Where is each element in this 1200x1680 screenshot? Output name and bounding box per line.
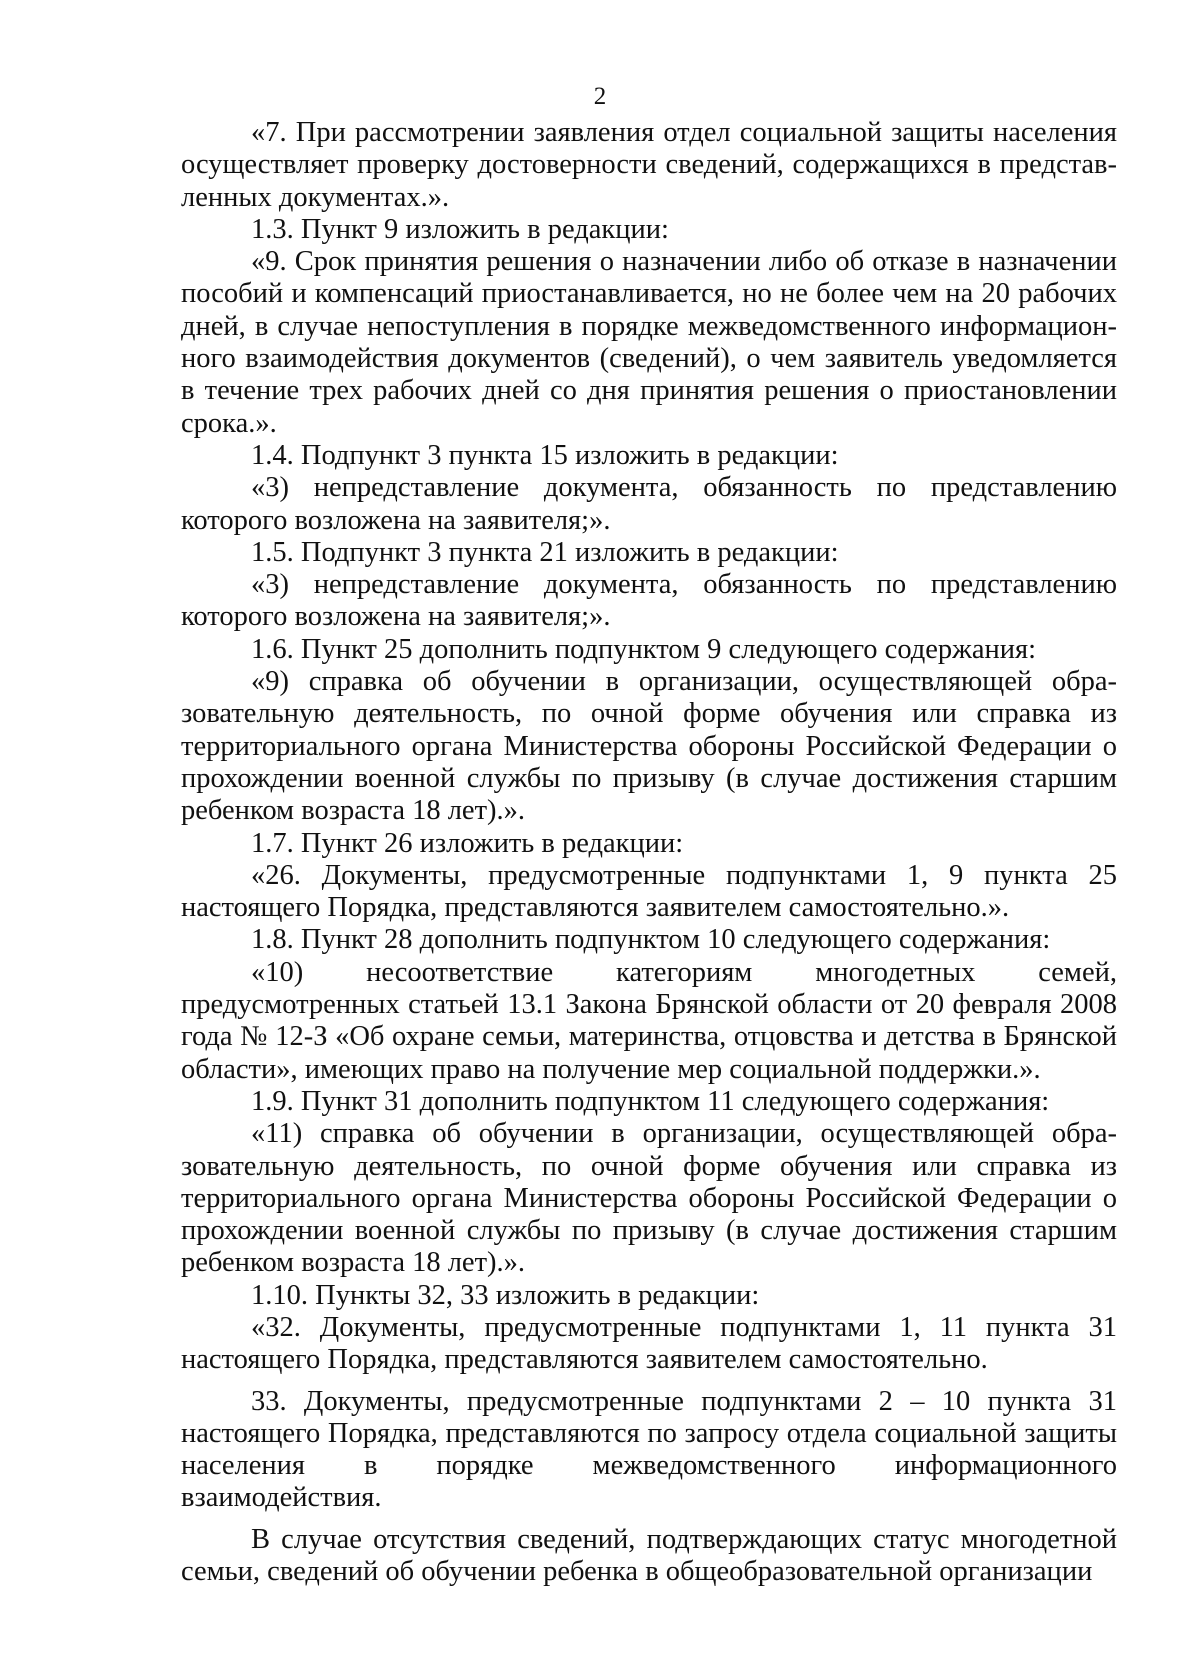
paragraph-quote-subitem-3-of-15: «3) непредставление документа, обязанность по представлению которого возложена на заявителя;».: [181, 472, 1117, 536]
paragraph-amendment-1-4: 1.4. Подпункт 3 пункта 15 изложить в редакции:: [251, 439, 839, 471]
paragraph-amendment-1-3: 1.3. Пункт 9 изложить в редакции:: [251, 213, 669, 245]
paragraph-amendment-1-5: 1.5. Подпункт 3 пункта 21 изложить в редакции:: [251, 536, 839, 568]
paragraph-quote-item-32: «32. Документы, предусмотренные подпунктами 1, 11 пункта 31 настоящего Порядка, представляются заявителем самостоятельно.: [181, 1311, 1117, 1376]
paragraph-amendment-1-9: 1.9. Пункт 31 дополнить подпунктом 11 следующего содержания:: [251, 1085, 1050, 1117]
paragraph-quote-item-7: «7. При рассмотрении заявления отдел социальной защиты населения осуществляет проверку достоверности сведений, содержащихся в представленных документах.».: [181, 117, 1117, 213]
paragraph-quote-subitem-10: «10) несоответствие категориям многодетных семей, предусмотренных статьей 13.1 Закона Брянской области от 20 февраля 2008 года № 12-З «Об охране семьи, материнства, отцовства и детства в Брянской области», имеющих право на получение мер социальной поддержки.».: [181, 956, 1117, 1085]
paragraph-quote-subitem-3-of-21: «3) непредставление документа, обязанность по представлению которого возложена на заявителя;».: [181, 569, 1117, 633]
paragraph-quote-subitem-9: «9) справка об обучении в организации, осуществляющей образовательную деятельность, по очной форме обучения или справка из территориального органа Министерства обороны Российской Федерации о прохождении военной службы по призыву (в случае достижения старшим ребенком возраста 18 лет).».: [181, 666, 1117, 827]
paragraph-quote-absence-of-info: В случае отсутствия сведений, подтверждающих статус многодетной семьи, сведений об обучении ребенка в общеобразовательной организации: [181, 1523, 1117, 1588]
paragraph-amendment-1-10: 1.10. Пункты 32, 33 изложить в редакции:: [251, 1279, 760, 1311]
paragraph-amendment-1-8: 1.8. Пункт 28 дополнить подпунктом 10 следующего содержания:: [251, 924, 1051, 956]
paragraph-quote-item-9: «9. Срок принятия решения о назначении либо об отказе в назначении пособий и компенсаций приостанавливается, но не более чем на 20 рабочих дней, в случае непоступления в порядке межведомственного информационного взаимодействия документов (сведений), о чем заявитель уведомляется в течение трех рабочих дней со дня принятия решения о приостановлении срока.».: [181, 246, 1117, 439]
paragraph-quote-item-33: 33. Документы, предусмотренные подпунктами 2 – 10 пункта 31 настоящего Порядка, представляются по запросу отдела социальной защиты населения в порядке межведомственного информационного взаимодействия.: [181, 1385, 1117, 1514]
paragraph-amendment-1-6: 1.6. Пункт 25 дополнить подпунктом 9 следующего содержания:: [251, 633, 1037, 665]
paragraph-quote-subitem-11: «11) справка об обучении в организации, осуществляющей образовательную деятельность, по очной форме обучения или справка из территориального органа Министерства обороны Российской Федерации о прохождении военной службы по призыву (в случае достижения старшим ребенком возраста 18 лет).».: [181, 1118, 1117, 1279]
paragraph-amendment-1-7: 1.7. Пункт 26 изложить в редакции:: [251, 827, 684, 859]
page-number: 2: [593, 83, 607, 110]
paragraph-quote-item-26: «26. Документы, предусмотренные подпунктами 1, 9 пункта 25 настоящего Порядка, представляются заявителем самостоятельно.».: [181, 859, 1117, 924]
document-body: [181, 117, 1117, 1588]
